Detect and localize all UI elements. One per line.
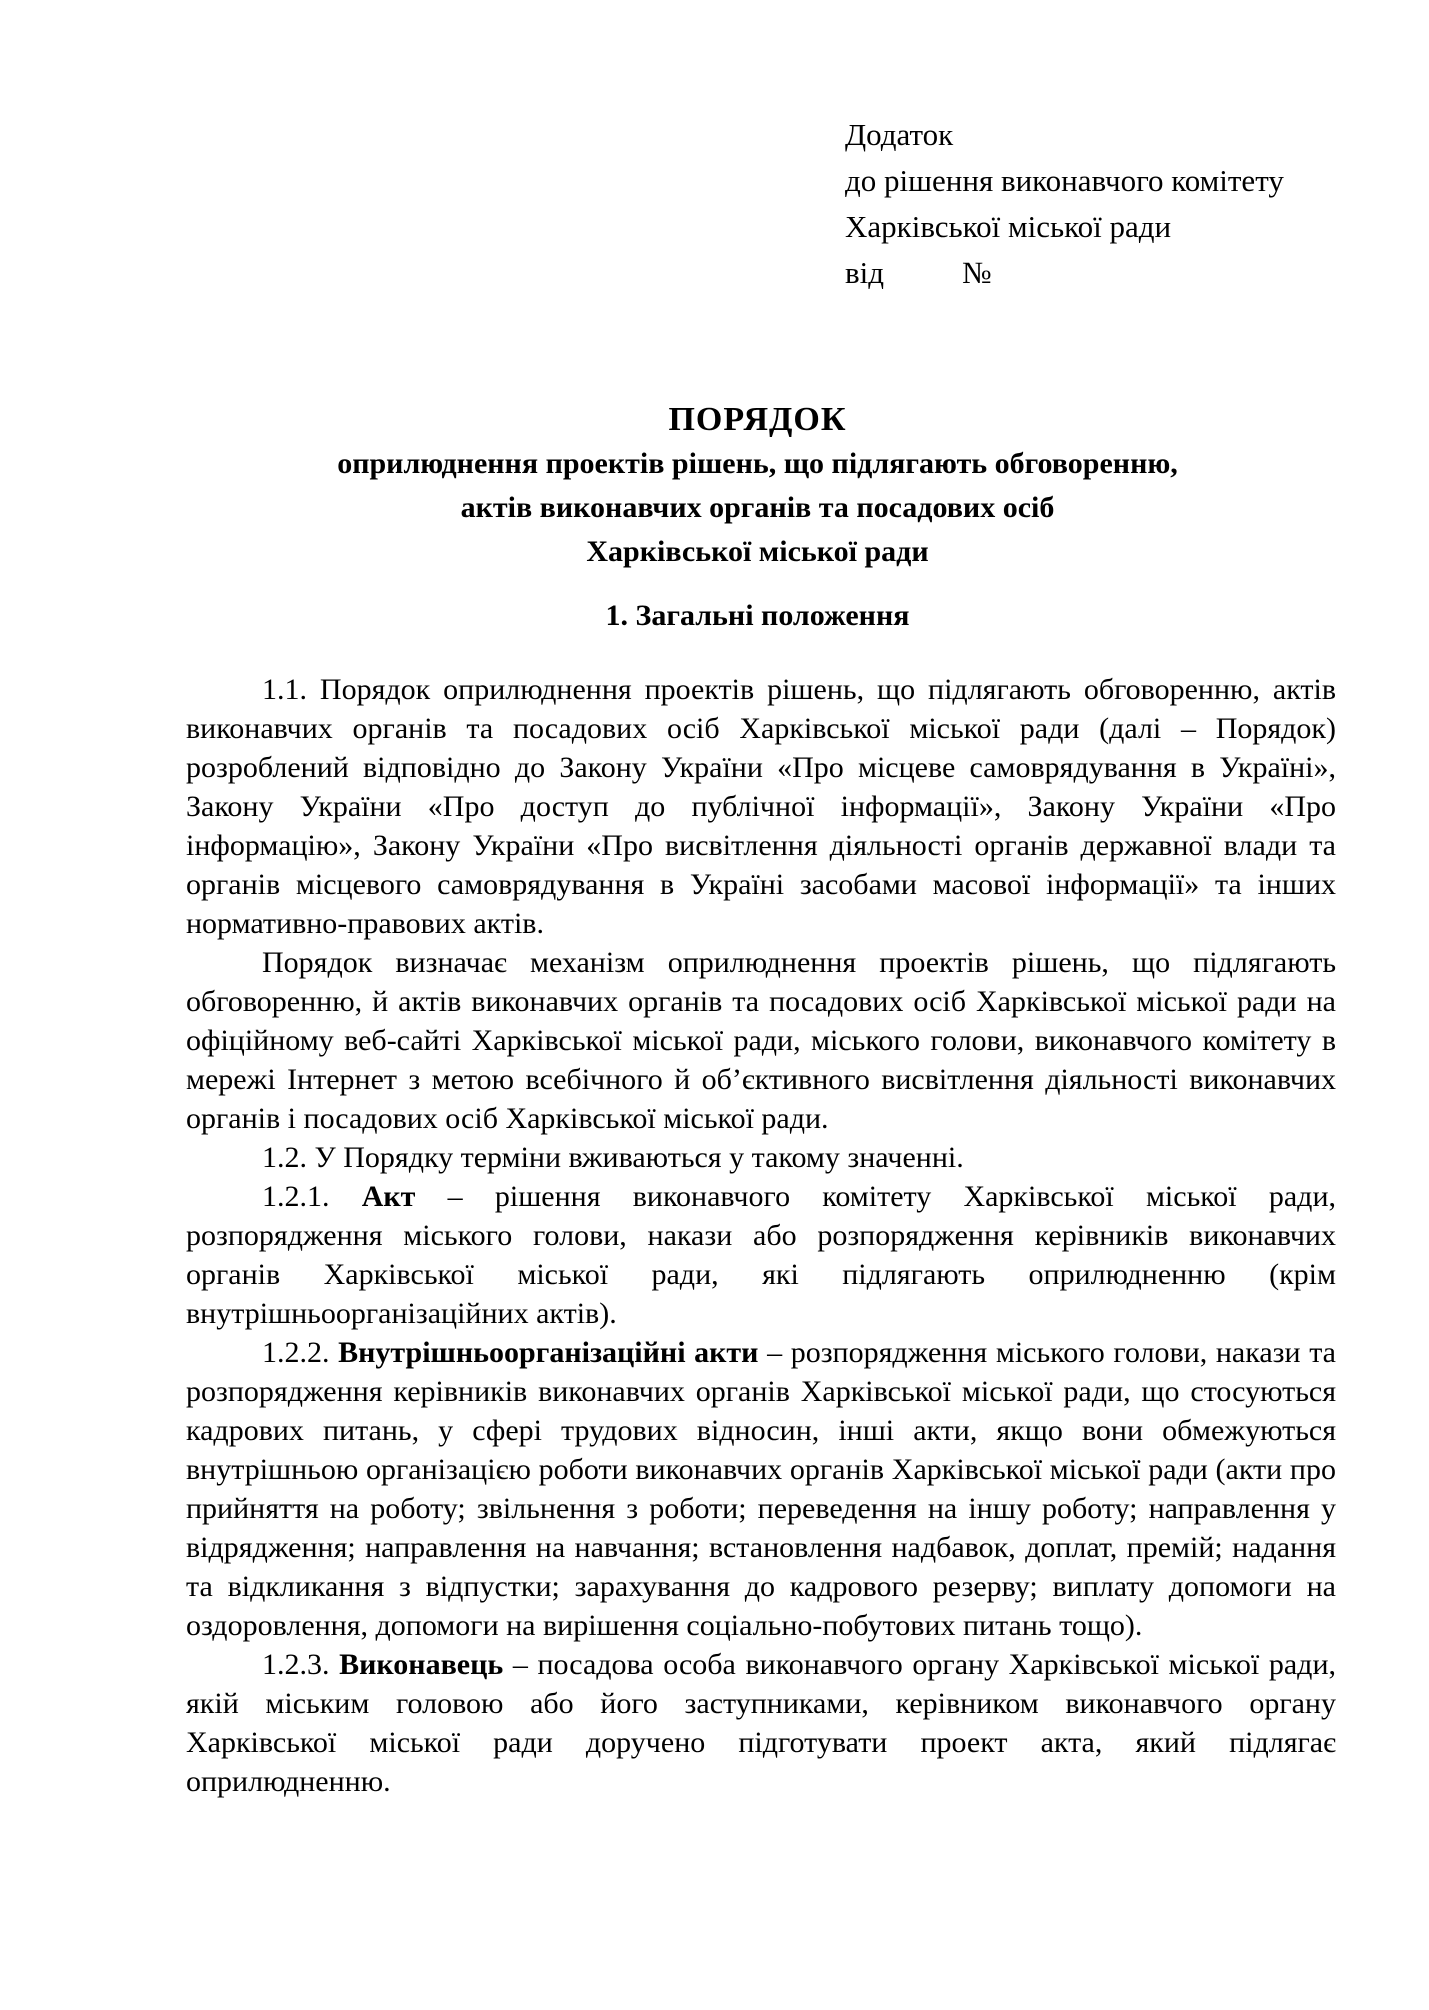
section-body	[186, 670, 1336, 1801]
addendum-council-line: Харківської міської ради	[845, 209, 1172, 244]
paragraph-number: 1.2.3.	[262, 1648, 330, 1681]
paragraph-purpose: Порядок визначає механізм оприлюднення проектів рішень, що підлягають обговоренню, й актів виконавчих органів та посадових осіб Харківської міської ради на офіційному веб-сайті Харківської міської ради, міського голови, виконавчого комітету в мережі Інтернет з метою всебічного й об’єктивного висвітлення діяльності виконавчих органів і посадових осіб Харківської міської ради.	[186, 946, 1336, 1135]
term-internal-acts: Внутрішньоорганізаційні акти	[338, 1336, 759, 1369]
document-title: ПОРЯДОК	[668, 401, 847, 438]
paragraph-1-1: 1.1. Порядок оприлюднення проектів рішень, що підлягають обговоренню, актів виконавчих органів та посадових осіб Харківської міської ради (далі – Порядок) розроблений відповідно до Закону України «Про місцеве самоврядування в Україні», Закону України «Про доступ до публічної інформації», Закону України «Про інформацію», Закону України «Про висвітлення діяльності органів державної влади та органів місцевого самоврядування в Україні засобами масової інформації» та інших нормативно-правових актів.	[186, 673, 1336, 940]
paragraph-number: 1.2.2.	[262, 1336, 330, 1369]
addendum-date-number-line	[845, 250, 1284, 296]
term-executor: Виконавець	[339, 1648, 504, 1681]
addendum-number-label: №	[962, 255, 992, 290]
paragraph-1-2: 1.2. У Порядку терміни вживаються у такому значенні.	[262, 1141, 964, 1174]
document-title-block	[180, 398, 1335, 574]
addendum-decision-line: до рішення виконавчого комітету	[845, 163, 1284, 198]
document-subtitle-line-1: оприлюднення проектів рішень, що підлягають обговоренню,	[337, 447, 1178, 480]
section-heading: 1. Загальні положення	[605, 599, 910, 632]
paragraph-1-2-1	[186, 1177, 1336, 1333]
paragraph-number: 1.2.1.	[262, 1180, 330, 1213]
definition-text: – рішення виконавчого комітету Харківської міської ради, розпорядження міського голови, накази або розпорядження керівників виконавчих органів Харківської міської ради, які підлягають оприлюдненню (крім внутрішньоорганізаційних актів).	[186, 1180, 1337, 1330]
addendum-date-label: від	[845, 255, 885, 290]
term-act: Акт	[361, 1180, 416, 1213]
document-subtitle-line-2: актів виконавчих органів та посадових осіб	[460, 491, 1055, 524]
paragraph-1-2-3	[186, 1645, 1336, 1801]
addendum-block	[845, 112, 1284, 296]
definition-text: – посадова особа виконавчого органу Харківської міської ради, якій міським головою або його заступниками, керівником виконавчого органу Харківської міської ради доручено підготувати проект акта, який підлягає оприлюдненню.	[186, 1648, 1336, 1798]
addendum-title: Додаток	[845, 117, 954, 152]
definition-text: – розпорядження міського голови, накази та розпорядження керівників виконавчих органів Харківської міської ради, що стосуються кадрових питань, у сфері трудових відносин, інші акти, якщо вони обмежуються внутрішньою організацією роботи виконавчих органів Харківської міської ради (акти про прийняття на роботу; звільнення з роботи; переведення на іншу роботу; направлення у відрядження; направлення на навчання; встановлення надбавок, доплат, премій; надання та відкликання з відпустки; зарахування до кадрового резерву; виплату допомоги на оздоровлення, допомоги на вирішення соціально-побутових питань тощо).	[186, 1336, 1337, 1642]
document-subtitle-line-3: Харківської міської ради	[586, 535, 929, 568]
paragraph-1-2-2	[186, 1333, 1336, 1645]
